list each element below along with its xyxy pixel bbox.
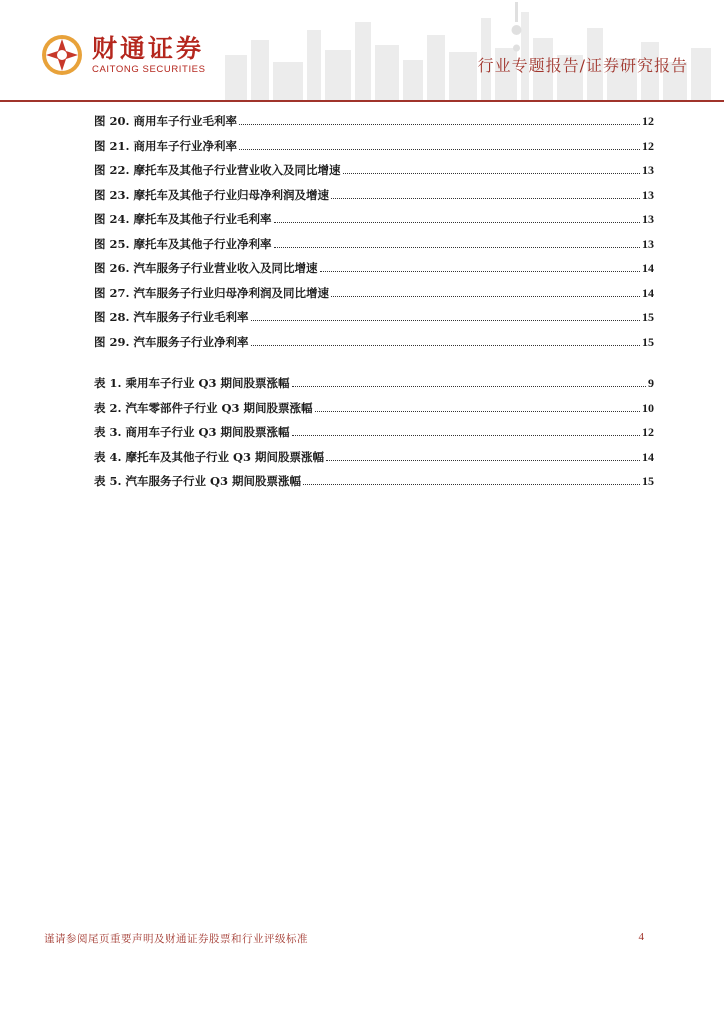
toc-entry-page: 15: [642, 334, 654, 349]
toc-entry-label: 图 23. 摩托车及其他子行业归母净利润及增速: [94, 187, 330, 202]
toc-entry[interactable]: [94, 236, 654, 261]
toc-entry-label: 表 5. 汽车服务子行业 Q3 期间股票涨幅: [94, 474, 302, 488]
toc-entry[interactable]: [94, 449, 654, 474]
leader-dots: [292, 385, 646, 387]
toc-entry-label: 表 4. 摩托车及其他子行业 Q3 期间股票涨幅: [94, 449, 325, 464]
toc-entry-label: 图 25. 摩托车及其他子行业净利率: [94, 236, 272, 251]
city-skyline-graphic: [215, 0, 724, 100]
logo-chinese-name: 财通证券: [92, 33, 205, 63]
toc-entry[interactable]: [94, 211, 654, 236]
caitong-logo: [40, 33, 206, 77]
report-type-label: 行业专题报告/证券研究报告: [477, 56, 688, 75]
page-header: [0, 0, 724, 104]
leader-dots: [320, 270, 640, 272]
leader-dots: [251, 319, 640, 321]
toc-entry-page: 12: [642, 425, 654, 439]
leader-dots: [239, 148, 640, 150]
leader-dots: [331, 197, 640, 199]
leader-dots: [303, 483, 640, 485]
leader-dots: [239, 123, 640, 125]
toc-entry-page: 14: [642, 449, 654, 464]
toc-entry-label: 图 29. 汽车服务子行业净利率: [94, 334, 249, 349]
toc-entry[interactable]: [94, 473, 654, 498]
toc-entry[interactable]: [94, 138, 654, 163]
toc-entry-page: 9: [648, 376, 654, 390]
leader-dots: [292, 434, 640, 436]
toc-entry[interactable]: [94, 113, 654, 138]
toc-entry[interactable]: [94, 260, 654, 285]
toc-entry-label: 图 22. 摩托车及其他子行业营业收入及同比增速: [94, 163, 341, 177]
leader-dots: [315, 410, 640, 412]
header-divider: [0, 100, 724, 102]
leader-dots: [274, 246, 640, 248]
caitong-emblem-icon: [40, 33, 84, 77]
toc-entry[interactable]: [94, 400, 654, 425]
toc-entry-label: 图 21. 商用车子行业净利率: [94, 138, 238, 153]
leader-dots: [274, 221, 640, 223]
toc-entry-page: 15: [642, 310, 654, 324]
leader-dots: [343, 172, 640, 174]
page-number: 4: [638, 931, 644, 943]
leader-dots: [251, 344, 640, 346]
disclaimer-note: 谨请参阅尾页重要声明及财通证券股票和行业评级标准: [44, 933, 308, 945]
toc-entry-page: 12: [642, 138, 654, 153]
toc-entry-label: 表 1. 乘用车子行业 Q3 期间股票涨幅: [94, 376, 290, 390]
toc-entry-page: 15: [642, 474, 654, 488]
toc-entry-page: 14: [642, 261, 654, 275]
toc-entry[interactable]: [94, 187, 654, 212]
toc-entry-label: 表 3. 商用车子行业 Q3 期间股票涨幅: [94, 425, 290, 439]
toc-entry-page: 13: [642, 212, 654, 226]
toc-entry-page: 10: [642, 400, 654, 415]
toc-entry[interactable]: [94, 334, 654, 359]
leader-dots: [326, 459, 640, 461]
toc-entry[interactable]: [94, 285, 654, 310]
logo-english-name: CAITONG SECURITIES: [92, 63, 206, 75]
section-spacer: [94, 358, 654, 375]
toc-entry-page: 13: [642, 163, 654, 177]
toc-entry-label: 表 2. 汽车零部件子行业 Q3 期间股票涨幅: [94, 400, 313, 415]
toc-entry-label: 图 26. 汽车服务子行业营业收入及同比增速: [94, 261, 318, 275]
toc-entry-page: 13: [642, 187, 654, 202]
leader-dots: [331, 295, 640, 297]
toc-entry-label: 图 28. 汽车服务子行业毛利率: [94, 310, 249, 324]
toc-entry[interactable]: [94, 309, 654, 334]
toc-entry[interactable]: [94, 162, 654, 187]
toc-entry-label: 图 27. 汽车服务子行业归母净利润及同比增速: [94, 285, 330, 300]
toc-entry[interactable]: [94, 375, 654, 400]
toc-entry[interactable]: [94, 424, 654, 449]
table-of-figures: [94, 113, 654, 498]
toc-entry-label: 图 24. 摩托车及其他子行业毛利率: [94, 212, 272, 226]
toc-entry-label: 图 20. 商用车子行业毛利率: [94, 114, 238, 128]
toc-entry-page: 14: [642, 285, 654, 300]
toc-entry-page: 13: [642, 236, 654, 251]
toc-entry-page: 12: [642, 114, 654, 128]
